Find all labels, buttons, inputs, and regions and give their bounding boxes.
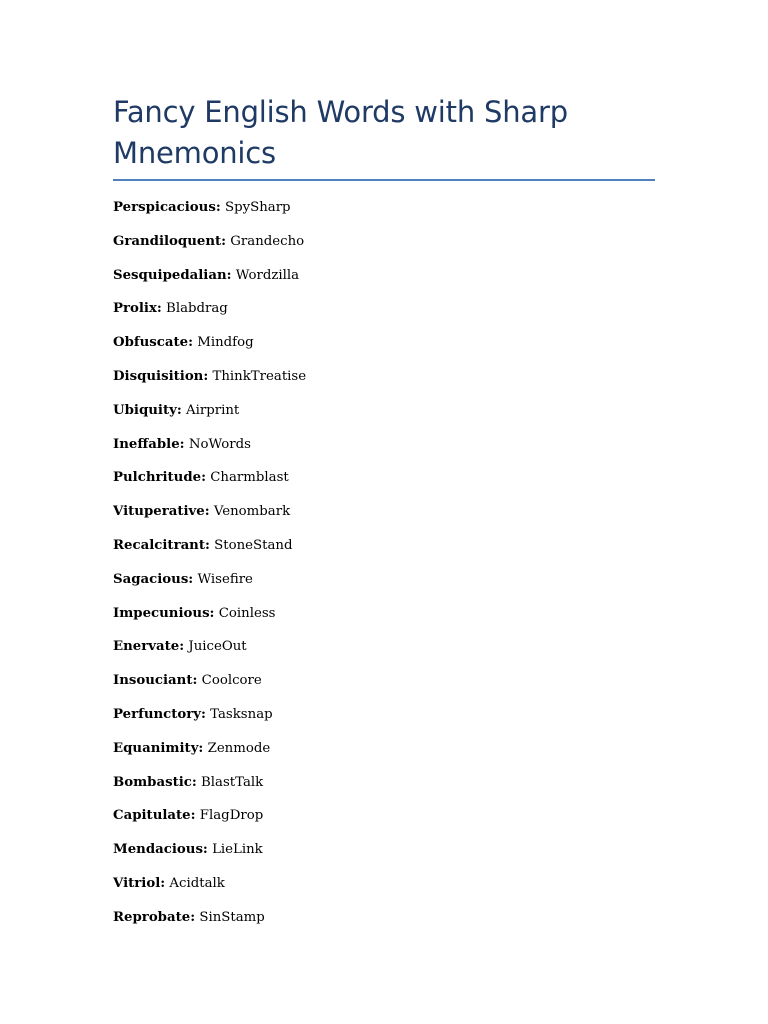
list-item bbox=[113, 259, 655, 293]
word-term: Disquisition: bbox=[113, 368, 209, 384]
list-item bbox=[113, 901, 655, 935]
word-mnemonic: Airprint bbox=[185, 402, 240, 418]
list-item bbox=[113, 732, 655, 766]
word-term: Capitulate: bbox=[113, 808, 196, 824]
list-item bbox=[113, 191, 655, 225]
word-term: Perspicacious: bbox=[113, 200, 221, 215]
list-item bbox=[113, 461, 655, 495]
word-mnemonic: LieLink bbox=[212, 842, 263, 858]
word-mnemonic: Charmblast bbox=[210, 470, 289, 486]
word-mnemonic: Tasksnap bbox=[210, 706, 273, 722]
word-term: Mendacious: bbox=[113, 842, 208, 858]
list-item bbox=[113, 428, 655, 462]
word-mnemonic: StoneStand bbox=[214, 537, 293, 553]
list-item bbox=[113, 799, 655, 833]
word-term: Impecunious: bbox=[113, 605, 215, 621]
word-term: Grandiloquent: bbox=[113, 233, 227, 249]
list-item bbox=[113, 766, 655, 800]
list-item bbox=[113, 630, 655, 664]
list-item bbox=[113, 833, 655, 867]
document-page bbox=[113, 92, 655, 935]
word-mnemonic: Venombark bbox=[213, 504, 291, 520]
word-mnemonic: Zenmode bbox=[207, 740, 271, 756]
word-term: Enervate: bbox=[113, 639, 185, 655]
word-term: Ineffable: bbox=[113, 436, 185, 452]
word-mnemonic: Wisefire bbox=[197, 571, 253, 587]
word-mnemonic: SpySharp bbox=[224, 200, 291, 215]
word-mnemonic: JuiceOut bbox=[188, 639, 247, 655]
word-term: Vituperative: bbox=[113, 504, 210, 520]
list-item bbox=[113, 563, 655, 597]
word-mnemonic: FlagDrop bbox=[199, 808, 264, 824]
word-term: Recalcitrant: bbox=[113, 537, 210, 553]
document-title: Fancy English Words with Sharp Mnemonics bbox=[113, 95, 568, 170]
list-item bbox=[113, 867, 655, 901]
list-item bbox=[113, 292, 655, 326]
word-mnemonic: Blabdrag bbox=[166, 301, 228, 317]
list-item bbox=[113, 664, 655, 698]
list-item bbox=[113, 225, 655, 259]
list-item bbox=[113, 597, 655, 631]
word-mnemonic: Coinless bbox=[218, 605, 276, 621]
word-term: Sagacious: bbox=[113, 571, 194, 587]
list-item bbox=[113, 529, 655, 563]
word-mnemonic: ThinkTreatise bbox=[212, 368, 307, 384]
word-mnemonic: Grandecho bbox=[230, 233, 305, 249]
word-mnemonic: NoWords bbox=[188, 436, 251, 452]
list-item bbox=[113, 360, 655, 394]
word-list bbox=[113, 191, 655, 935]
list-item bbox=[113, 326, 655, 360]
word-mnemonic: SinStamp bbox=[199, 909, 265, 925]
list-item bbox=[113, 394, 655, 428]
word-term: Perfunctory: bbox=[113, 706, 206, 722]
title-underline-rule bbox=[113, 179, 655, 181]
word-term: Prolix: bbox=[113, 301, 162, 317]
list-item bbox=[113, 698, 655, 732]
word-term: Pulchritude: bbox=[113, 470, 207, 486]
word-mnemonic: Wordzilla bbox=[235, 267, 300, 283]
word-term: Insouciant: bbox=[113, 673, 198, 689]
word-term: Obfuscate: bbox=[113, 335, 193, 351]
word-term: Equanimity: bbox=[113, 740, 204, 756]
word-term: Ubiquity: bbox=[113, 402, 182, 418]
word-mnemonic: Coolcore bbox=[201, 673, 262, 689]
word-term: Sesquipedalian: bbox=[113, 267, 232, 283]
word-term: Vitriol: bbox=[113, 875, 166, 891]
word-mnemonic: BlastTalk bbox=[201, 774, 264, 790]
word-term: Reprobate: bbox=[113, 909, 196, 925]
word-term: Bombastic: bbox=[113, 774, 197, 790]
list-item bbox=[113, 495, 655, 529]
word-mnemonic: Mindfog bbox=[197, 335, 254, 351]
word-mnemonic: Acidtalk bbox=[169, 875, 225, 891]
